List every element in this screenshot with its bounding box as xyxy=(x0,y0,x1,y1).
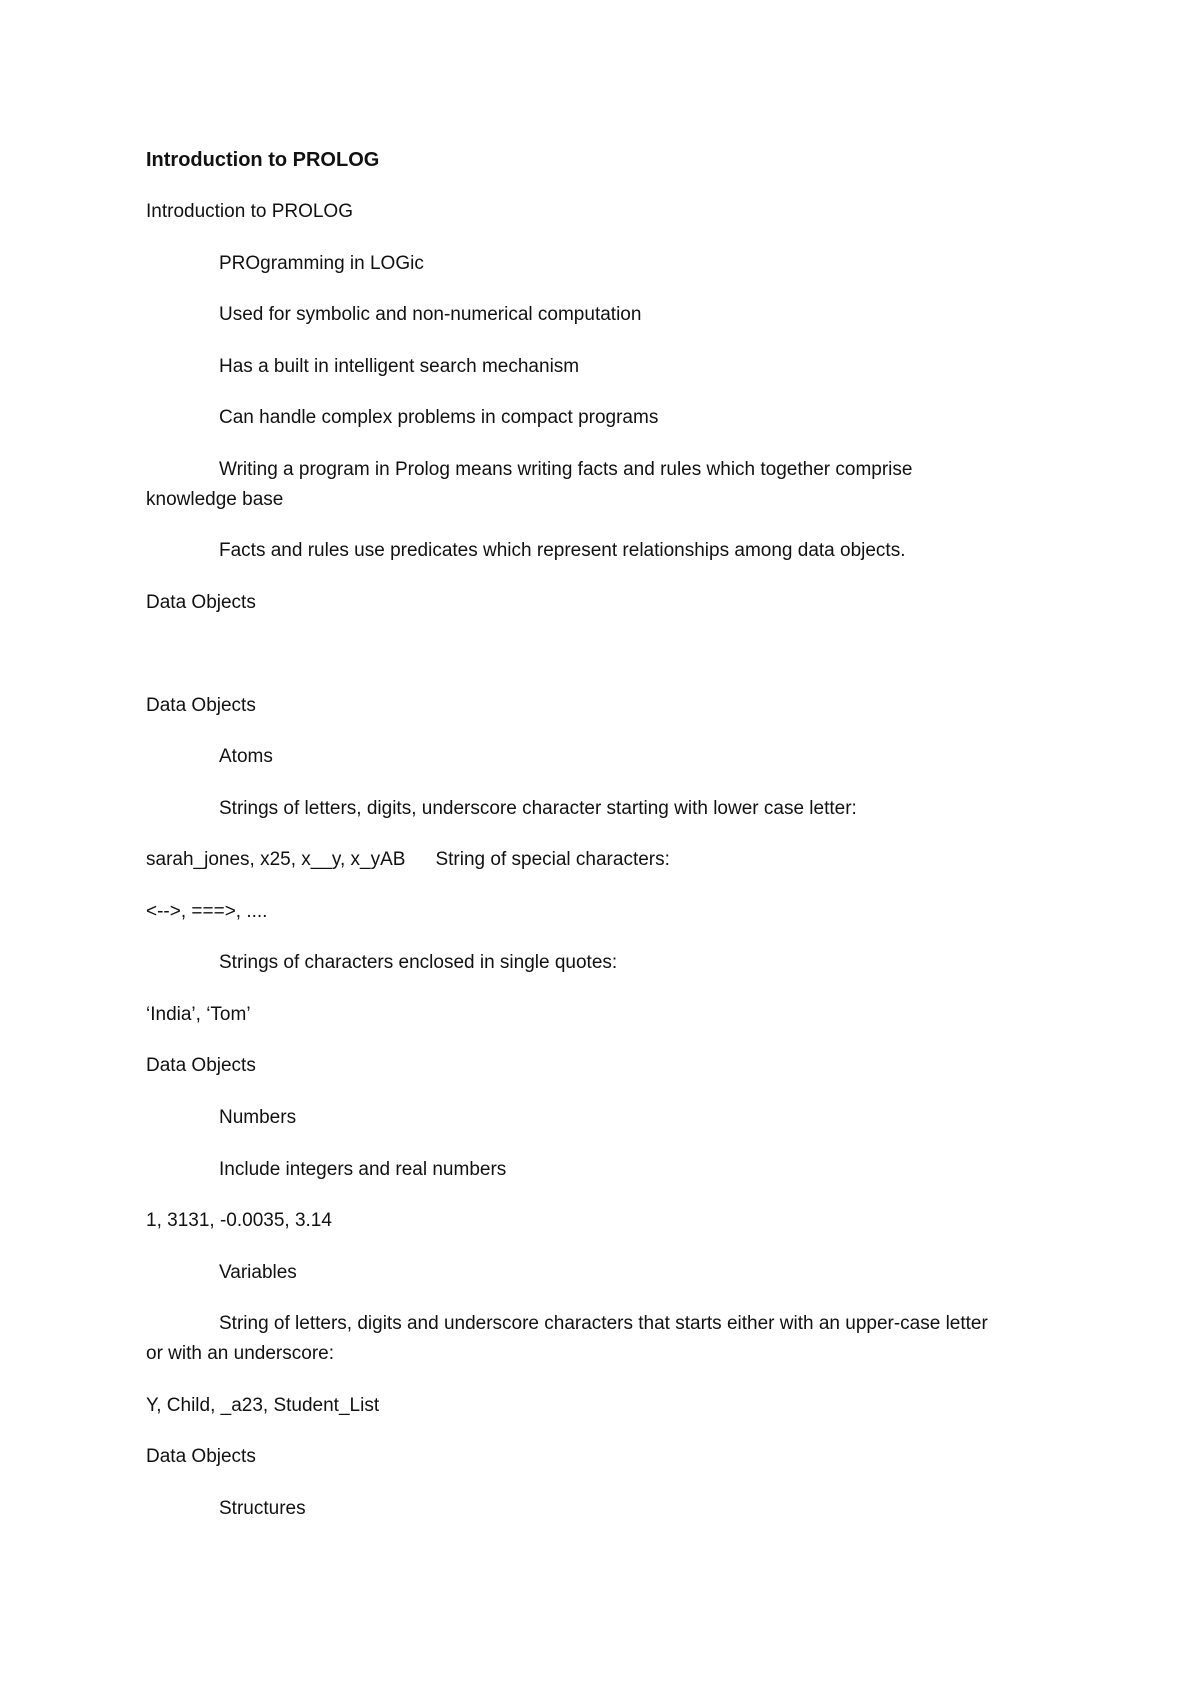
bullet-text: Writing a program in Prolog means writing facts and rules which together comprise xyxy=(219,459,913,480)
bullet-text: Include integers and real numbers xyxy=(219,1159,507,1180)
example-text: String of special characters: xyxy=(435,849,670,870)
paragraph-continuation: knowledge base xyxy=(146,489,284,510)
bullet-text: Has a built in intelligent search mechanism xyxy=(219,356,580,377)
example-text: Y, Child, _a23, Student_List xyxy=(146,1395,380,1416)
bullet-text: Used for symbolic and non-numerical computation xyxy=(219,304,642,325)
example-text: <-->, ===>, .... xyxy=(146,901,268,922)
example-line xyxy=(146,845,670,875)
example-text: ‘India’, ‘Tom’ xyxy=(146,1004,251,1025)
bullet-text: PROgramming in LOGic xyxy=(219,253,424,274)
example-text: 1, 3131, -0.0035, 3.14 xyxy=(146,1210,332,1231)
bullet-text: Numbers xyxy=(219,1107,297,1128)
section-heading: Data Objects xyxy=(146,592,256,613)
section-heading: Introduction to PROLOG xyxy=(146,201,353,222)
section-heading: Data Objects xyxy=(146,695,256,716)
section-heading: Data Objects xyxy=(146,1055,256,1076)
bullet-text: Atoms xyxy=(219,746,273,767)
example-text: sarah_jones, x25, x__y, x_yAB xyxy=(146,849,406,870)
bullet-text: Strings of characters enclosed in single quotes: xyxy=(219,952,618,973)
bullet-text: String of letters, digits and underscore characters that starts either with an upper-case letter xyxy=(219,1313,988,1334)
bullet-text: Variables xyxy=(219,1262,297,1283)
document-title: Introduction to PROLOG xyxy=(146,149,380,171)
section-heading: Data Objects xyxy=(146,1446,256,1467)
bullet-text: Structures xyxy=(219,1498,306,1519)
paragraph-continuation: or with an underscore: xyxy=(146,1343,334,1364)
bullet-text: Strings of letters, digits, underscore character starting with lower case letter: xyxy=(219,798,857,819)
bullet-text: Can handle complex problems in compact programs xyxy=(219,407,659,428)
bullet-text: Facts and rules use predicates which represent relationships among data objects. xyxy=(219,540,906,561)
